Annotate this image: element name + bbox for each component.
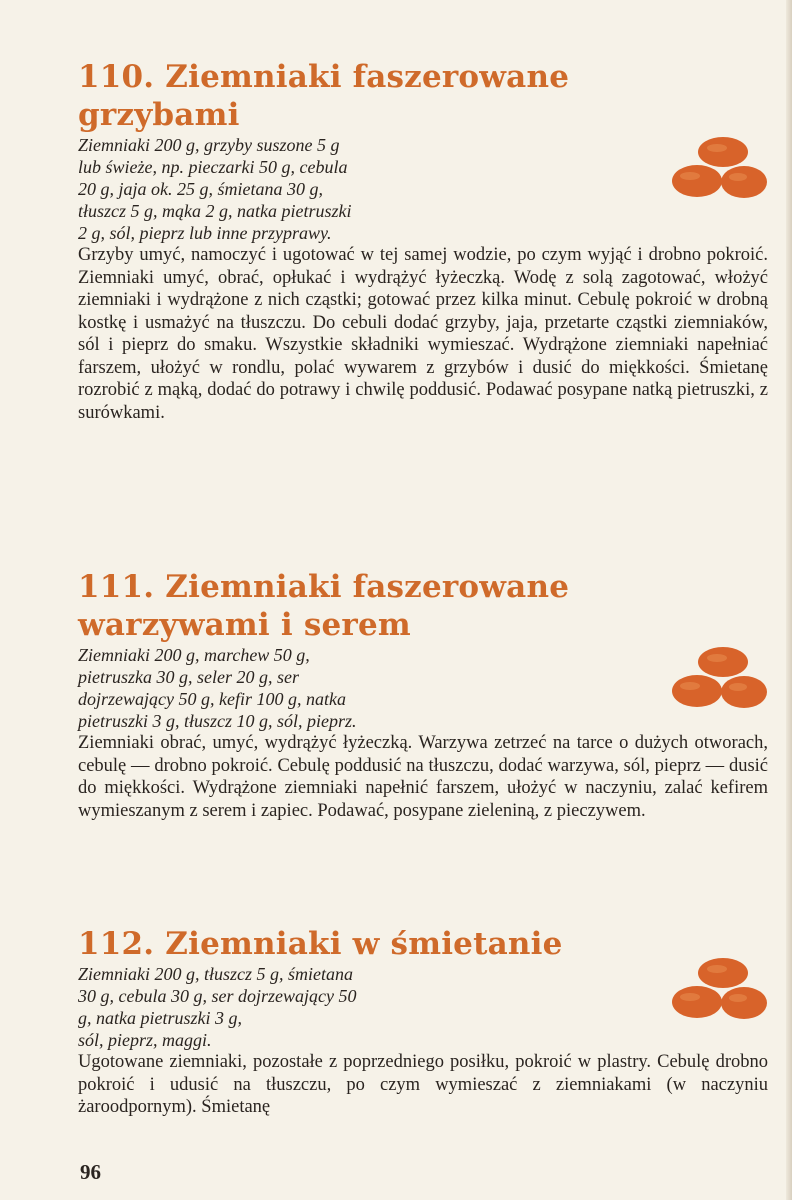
recipe-title-line1: 111. Ziemniaki faszerowane [78, 569, 570, 605]
recipe-title [78, 58, 768, 134]
recipe-ingredients: Ziemniaki 200 g, tłuszcz 5 g, śmietana 30 g, cebula 30 g, ser dojrzewający 50 g, natka pietruszki 3 g, sól, pieprz, maggi. [78, 964, 357, 1050]
potatoes-icon [668, 955, 768, 1021]
recipe-ingredients: Ziemniaki 200 g, marchew 50 g, pietruszka 30 g, seler 20 g, ser dojrzewający 50 g, kefir 100 g, natka pietruszki 3 g, tłuszcz 10 g, sól, pieprz. [78, 645, 357, 731]
page-number: 96 [80, 1160, 101, 1184]
recipe-title-line2: grzybami [78, 97, 240, 133]
recipe-ingredients: Ziemniaki 200 g, grzyby suszone 5 g lub świeże, np. pieczarki 50 g, cebula 20 g, jaja ok. 25 g, śmietana 30 g, tłuszcz 5 g, mąka 2 g, natka pietruszki 2 g, sól, pieprz lub inne przyprawy. [78, 135, 352, 243]
recipe-110 [78, 58, 768, 424]
potatoes-icon [668, 134, 768, 200]
recipe-title [78, 925, 768, 963]
recipe-instructions: Ziemniaki obrać, umyć, wydrążyć łyżeczką. Warzywa zetrzeć na tarce o dużych otworach, cebulę — drobno pokroić. Cebulę poddusić na tłuszczu, dodać warzywa, sól, pieprz — dusić do miękkości. Wydrążone ziemniaki napełnić farszem, ułożyć w naczyniu, zalać kefirem wymieszanym z serem i zapiec. Podawać, posypane zieleniną, z pieczywem. [78, 733, 768, 821]
page-edge-shadow [786, 0, 792, 1200]
recipe-instructions: Ugotowane ziemniaki, pozostałe z poprzedniego posiłku, pokroić w plastry. Cebulę drobno pokroić i udusić na tłuszczu, po czym wymieszać z ziemniakami (w naczyniu żaroodpornym). Śmietanę [78, 1052, 768, 1117]
potatoes-icon [668, 644, 768, 710]
recipe-title [78, 568, 768, 644]
recipe-112 [78, 925, 768, 1119]
recipe-title-line2: warzywami i serem [78, 607, 411, 643]
recipe-title-line1: 110. Ziemniaki faszerowane [78, 59, 570, 95]
recipe-instructions: Grzyby umyć, namoczyć i ugotować w tej samej wodzie, po czym wyjąć i drobno pokroić. Ziemniaki umyć, obrać, opłukać i wydrążyć łyżeczką. Wodę z solą zagotować, włożyć ziemniaki i wydrążone z nich cząstki; gotować przez kilka minut. Cebulę pokroić w drobną kostkę i usmażyć na tłuszczu. Do cebuli dodać grzyby, jaja, przetarte cząstki ziemniaków, sól i pieprz do smaku. Wszystkie składniki wymieszać. Wydrążone ziemniaki napełniać farszem, ułożyć w rondlu, polać wywarem z grzybów i dusić do miękkości. Śmietanę rozrobić z mąką, dodać do potrawy i chwilę poddusić. Podawać posypane natką pietruszki, z surówkami. [78, 245, 768, 423]
recipe-title-line1: 112. Ziemniaki w śmietanie [78, 926, 563, 962]
recipe-111 [78, 568, 768, 822]
